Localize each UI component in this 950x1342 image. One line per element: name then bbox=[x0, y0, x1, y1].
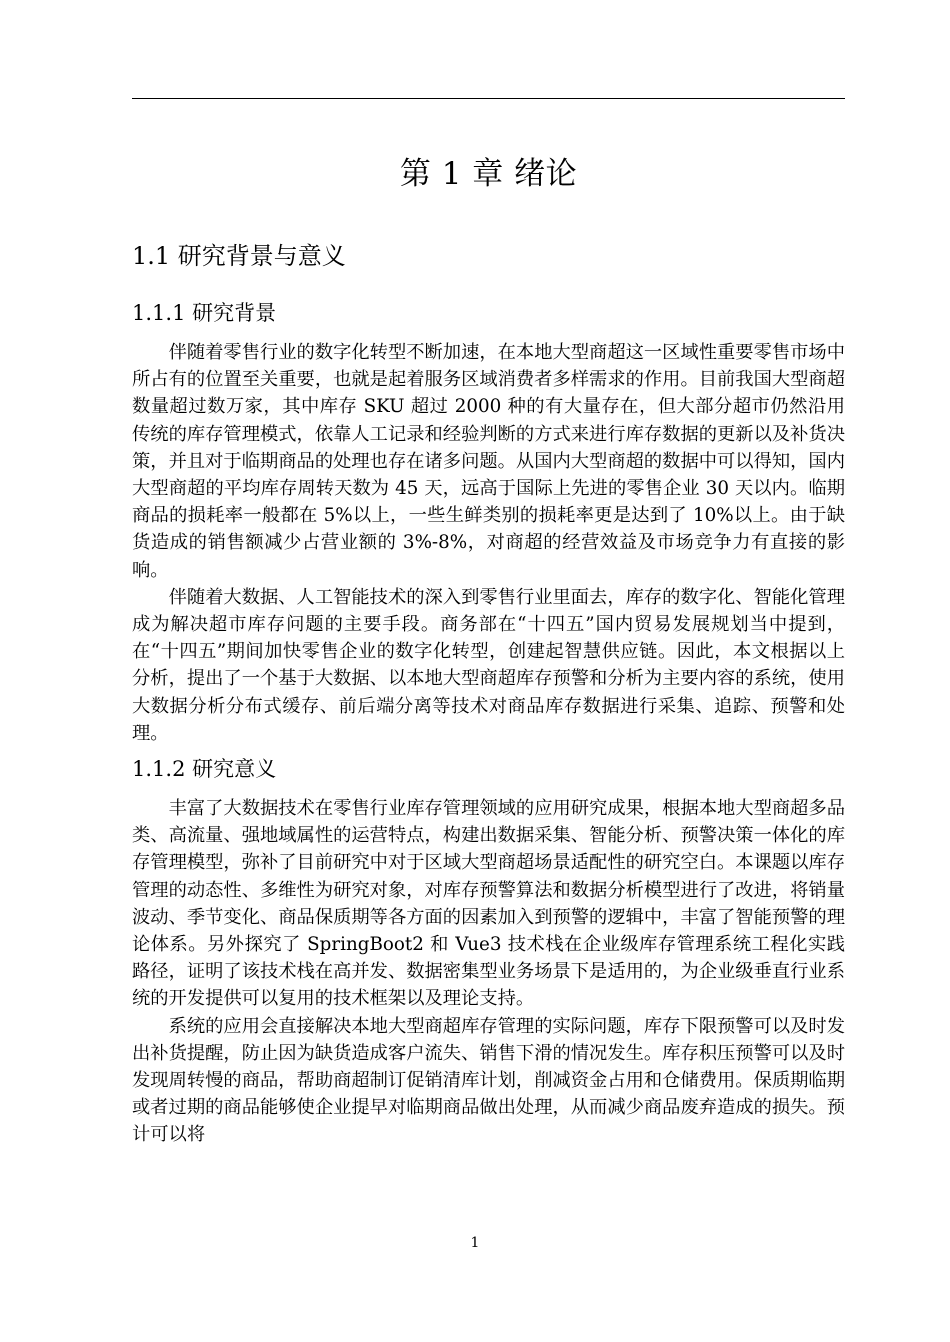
paragraph-background-2: 伴随着大数据、人工智能技术的深入到零售行业里面去，库存的数字化、智能化管理成为解决超市库存问题的主要手段。商务部在“十四五”国内贸易发展规划当中提到，在“十四五”期间加快零售企业的数字化转型，创建起智慧供应链。因此，本文根据以上分析，提出了一个基于大数据、以本地大型商超库存预警和分析为主要内容的系统，使用大数据分析分布式缓存、前后端分离等技术对商品库存数据进行采集、追踪、预警和处理。 bbox=[132, 586, 845, 744]
paragraph-significance-1: 丰富了大数据技术在零售行业库存管理领域的应用研究成果，根据本地大型商超多品类、高流量、强地域属性的运营特点，构建出数据采集、智能分析、预警决策一体化的库存管理模型，弥补了目前研究中对于区域大型商超场景适配性的研究空白。本课题以库存管理的动态性、多维性为研究对象，对库存预警算法和数据分析模型进行了改进，将销量波动、季节变化、商品保质期等各方面的因素加入到预警的逻辑中，丰富了智能预警的理论体系。另外探究了 SpringBoot2 和 Vue3 技术栈在企业级库存管理系统工程化实践路径，证明了该技术栈在高并发、数据密集型业务场景下是适用的，为企业级垂直行业系统的开发提供可以复用的技术框架以及理论支持。 bbox=[132, 798, 845, 1010]
header-rule bbox=[132, 98, 845, 99]
paragraph-significance-2: 系统的应用会直接解决本地大型商超库存管理的实际问题，库存下限预警可以及时发出补货提醒，防止因为缺货造成客户流失、销售下滑的情况发生。库存积压预警可以及时发现周转慢的商品，帮助商超制订促销清库计划，削减资金占用和仓储费用。保质期临期或者过期的商品能够使企业提早对临期商品做出处理，从而减少商品废弃造成的损失。预计可以将 bbox=[132, 1015, 845, 1146]
chapter-title: 第 1 章 绪论 bbox=[399, 156, 578, 192]
page-number: 1 bbox=[470, 1235, 480, 1251]
section-heading-1-1-1: 1.1.1 研究背景 bbox=[132, 301, 277, 325]
section-heading-1-1-2: 1.1.2 研究意义 bbox=[132, 757, 277, 782]
section-heading-1-1: 1.1 研究背景与意义 bbox=[132, 242, 346, 270]
page-content bbox=[132, 100, 845, 1149]
paragraph-background-1: 伴随着零售行业的数字化转型不断加速，在本地大型商超这一区域性重要零售市场中所占有的位置至关重要，也就是起着服务区域消费者多样需求的作用。目前我国大型商超数量超过数万家，其中库存 SKU 超过 2000 种的有大量存在，但大部分超市仍然沿用传统的库存管理模式，依靠人工记录和经验判断的方式来进行库存数据的更新以及补货决策，并且对于临期商品的处理也存在诸多问题。从国内大型商超的数据中可以得知，国内大型商超的平均库存周转天数为 45 天，远高于国际上先进的零售企业 30 天以内。临期商品的损耗率一般都在 5%以上，一些生鲜类别的损耗率更是达到了 10%以上。由于缺货造成的销售额减少占营业额的 3%-8%，对商超的经营效益及市场竞争力有直接的影响。 bbox=[132, 342, 845, 581]
